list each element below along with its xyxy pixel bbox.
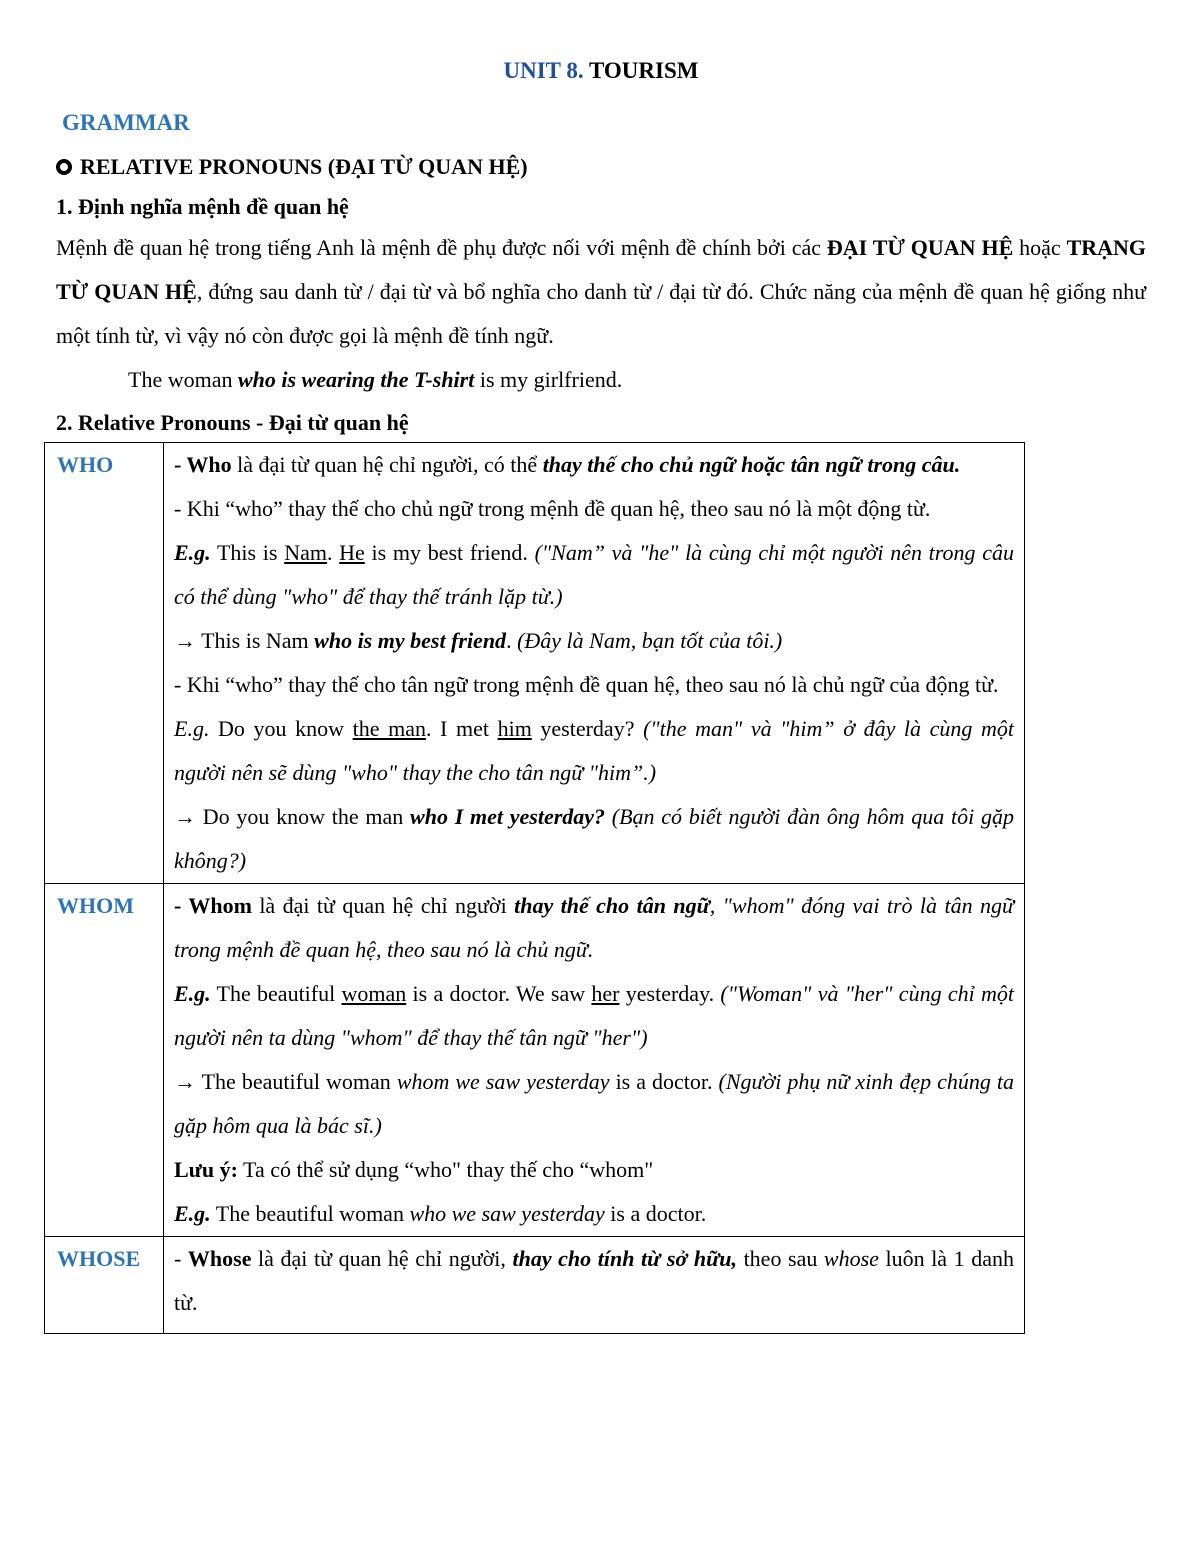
table-row <box>45 884 1025 1237</box>
text-run: is my girlfriend. <box>474 367 623 392</box>
text-run: The beautiful woman <box>210 1201 410 1226</box>
text-run: . <box>506 628 518 653</box>
italic-note: ("Nam” và "he" là cùng chỉ một người nên trong câu có thể dùng "who" để thay thế tránh lặp từ.) <box>174 540 1014 609</box>
text-run: yesterday. <box>619 981 721 1006</box>
desc-line <box>174 443 1014 487</box>
note-line <box>174 1148 1014 1192</box>
text-run: The woman <box>128 367 238 392</box>
document-page <box>56 40 1146 1334</box>
definition-heading: 1. Định nghĩa mệnh đề quan hệ <box>56 194 349 219</box>
eg-label: E.g. <box>174 716 210 741</box>
table-row <box>45 443 1025 884</box>
bold-term: TRẠNG TỪ QUAN HỆ <box>56 235 1147 304</box>
emphasis: thay thế cho tân ngữ <box>514 893 710 918</box>
eg-label: E.g. <box>174 981 211 1006</box>
text-run: Whose <box>187 1246 252 1271</box>
unit-topic: TOURISM <box>588 58 699 83</box>
text-run: is a doctor. <box>609 1069 719 1094</box>
desc-line <box>174 884 1014 972</box>
example-line <box>174 972 1014 1060</box>
pronoun-description <box>164 443 1025 884</box>
text-run: Mệnh đề quan hệ trong tiếng Anh là mệnh đề phụ được nối với mệnh đề chính bởi các <box>56 235 827 260</box>
desc-line: - Khi “who” thay thế cho tân ngữ trong mệnh đề quan hệ, theo sau nó là chủ ngữ của động từ. <box>174 672 999 697</box>
emphasis: who is wearing the T-shirt <box>237 367 475 392</box>
emphasis: who is my best friend <box>314 628 507 653</box>
italic-note: (Bạn có biết người đàn ông hôm qua tôi gặp không?) <box>174 804 1014 873</box>
underlined: her <box>591 981 620 1006</box>
unit-number: UNIT 8. <box>503 58 584 83</box>
result-line <box>174 1060 1014 1148</box>
note-label: Lưu ý: <box>174 1157 238 1182</box>
emphasis: who I met yesterday? <box>410 804 606 829</box>
text-run: is a doctor. <box>604 1201 707 1226</box>
example-line <box>174 707 1014 795</box>
italic-note: (Đây là Nam, bạn tốt của tôi.) <box>517 628 783 653</box>
example-line <box>174 1192 1014 1236</box>
text-run: hoặc <box>1013 235 1067 260</box>
italic-note: , "whom" đóng vai trò là tân ngữ trong mệnh đề quan hệ, theo sau nó là chủ ngữ. <box>174 893 1014 962</box>
italic-note: ("Woman" và "her" cùng chỉ một người nên ta dùng "whom" để thay thế tân ngữ "her") <box>174 981 1014 1050</box>
bold-term: ĐẠI TỪ QUAN HỆ <box>826 235 1014 260</box>
text-run: The beautiful <box>210 981 342 1006</box>
text-run: → Do you know the man <box>174 804 411 829</box>
definition-example <box>56 358 1146 402</box>
italic-note: (Người phụ nữ xinh đẹp chúng ta gặp hôm qua là bác sĩ.) <box>174 1069 1014 1138</box>
text-run: → The beautiful woman <box>174 1069 397 1094</box>
section-heading <box>56 152 1146 182</box>
italic-note: whose <box>823 1246 879 1271</box>
text-run: is my best friend. <box>364 540 535 565</box>
section-heading-text: RELATIVE PRONOUNS (ĐẠI TỪ QUAN HỆ) <box>80 154 528 179</box>
underlined: Nam <box>284 540 327 565</box>
text-run: theo sau <box>736 1246 824 1271</box>
eg-label: E.g. <box>174 540 211 565</box>
text-run: This is <box>210 540 285 565</box>
definition-paragraph <box>56 226 1146 358</box>
text-run: là đại từ quan hệ chỉ người, có thể <box>231 452 543 477</box>
underlined: woman <box>341 981 407 1006</box>
desc-line <box>174 1237 1014 1325</box>
italic-note: ("the man" và "him” ở đây là cùng một người nên sẽ dùng "who" thay the cho tân ngữ "him”.) <box>174 716 1014 785</box>
pronouns-heading: 2. Relative Pronouns - Đại từ quan hệ <box>56 410 409 435</box>
italic-note: whom we saw yesterday <box>396 1069 610 1094</box>
italic-note: who we saw yesterday <box>409 1201 605 1226</box>
text-run: là đại từ quan hệ chỉ người <box>251 893 515 918</box>
desc-line: - Khi “who” thay thế cho chủ ngữ trong mệnh đề quan hệ, theo sau nó là một động từ. <box>174 496 931 521</box>
bullet-icon <box>56 159 72 175</box>
text-run: là đại từ quan hệ chỉ người, <box>251 1246 513 1271</box>
page-title <box>56 56 1146 86</box>
pronoun-label: WHOM <box>45 884 164 1237</box>
example-line <box>174 531 1014 619</box>
underlined: He <box>339 540 365 565</box>
text-run: - Whom <box>174 893 252 918</box>
text-run: - <box>174 1246 188 1271</box>
pronoun-label: WHOSE <box>45 1237 164 1334</box>
text-run: is a doctor. We saw <box>406 981 592 1006</box>
text-run: → This is Nam <box>174 628 315 653</box>
underlined: the man <box>352 716 426 741</box>
pronoun-description <box>164 1237 1025 1334</box>
table-row <box>45 1237 1025 1334</box>
emphasis: thay thế cho chủ ngữ hoặc tân ngữ trong câu. <box>542 452 961 477</box>
underlined: him <box>497 716 532 741</box>
text-run: - Who <box>174 452 232 477</box>
grammar-heading: GRAMMAR <box>62 110 190 135</box>
text-run: Do you know <box>209 716 353 741</box>
result-line <box>174 619 1014 663</box>
text-run: yesterday? <box>531 716 644 741</box>
text-run: luôn là 1 danh từ. <box>174 1246 1014 1315</box>
text-run: . <box>326 540 340 565</box>
result-line <box>174 795 1014 883</box>
pronoun-description <box>164 884 1025 1237</box>
emphasis: thay cho tính từ sở hữu, <box>512 1246 737 1271</box>
text-run: . I met <box>425 716 498 741</box>
eg-label: E.g. <box>174 1201 211 1226</box>
pronoun-label: WHO <box>45 443 164 884</box>
text-run: Ta có thể sử dụng “who" thay thế cho “whom" <box>237 1157 654 1182</box>
text-run: , đứng sau danh từ / đại từ và bổ nghĩa cho danh từ / đại từ đó. Chức năng của mệnh đề quan hệ giống như một tính từ, vì vậy nó còn được gọi là mệnh đề tính ngữ. <box>56 279 1147 348</box>
pronouns-table <box>44 442 1025 1334</box>
